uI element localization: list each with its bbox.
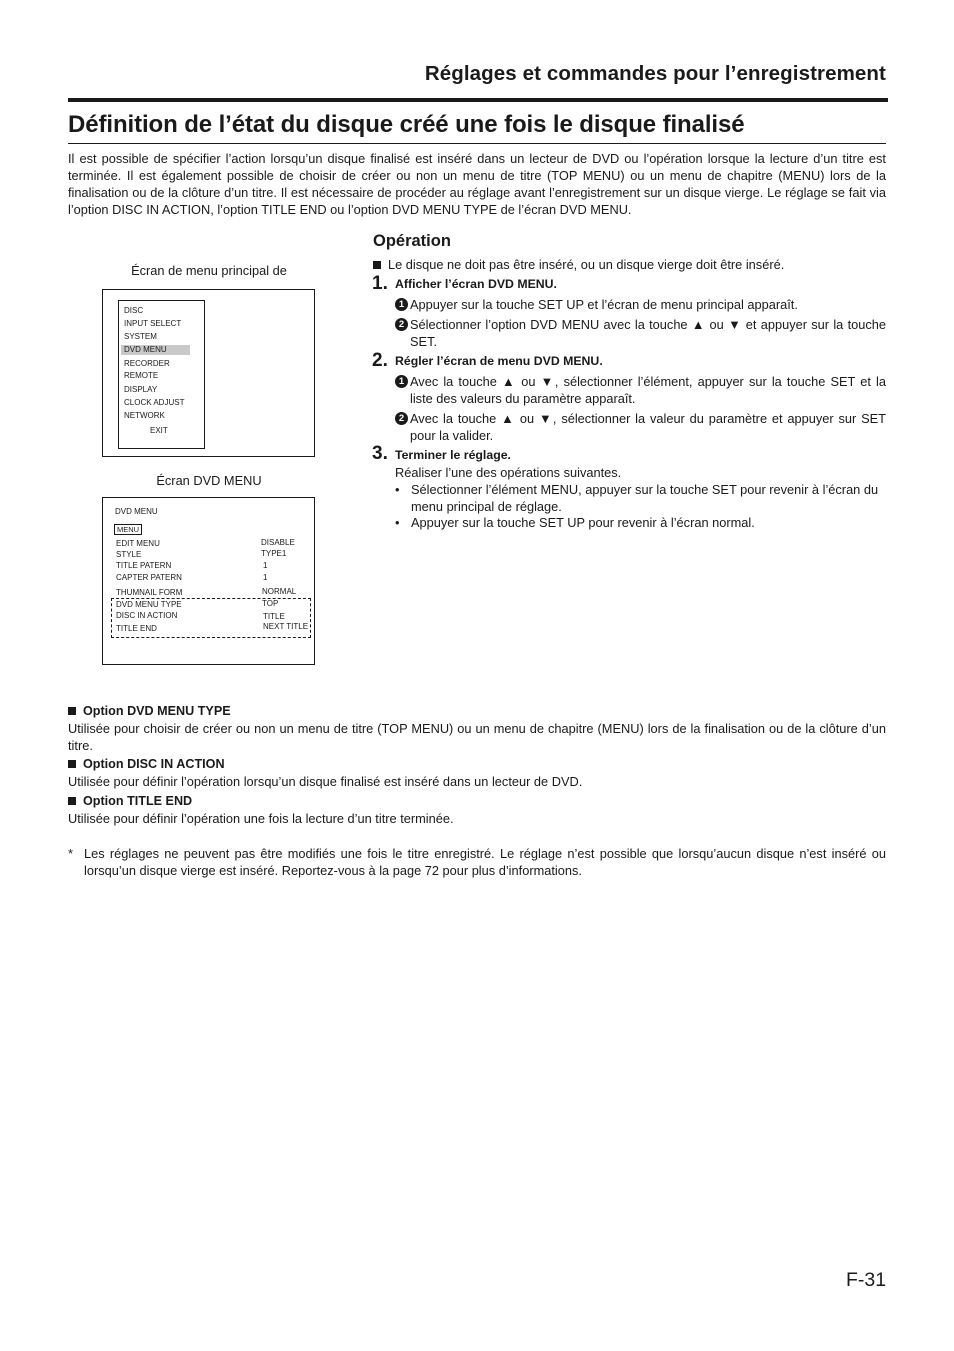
dvd-menu-title: DVD MENU: [115, 507, 158, 516]
circled-number: 1: [395, 375, 408, 388]
header-rule: [68, 98, 888, 102]
menu-item-clock-adjust: CLOCK ADJUST: [124, 398, 185, 407]
menu-item-remote: REMOTE: [124, 371, 159, 380]
option-title: Option DISC IN ACTION: [83, 757, 225, 771]
step-label: Terminer le réglage.: [395, 448, 511, 462]
step-bullet: [395, 481, 886, 515]
row-value: NORMAL: [262, 587, 297, 596]
menu-item-recorder: RECORDER: [124, 359, 170, 368]
circled-number: 2: [395, 318, 408, 331]
operation-note-text: Le disque ne doit pas être inséré, ou un disque vierge doit être inséré.: [388, 257, 785, 272]
section-header: Réglages et commandes pour l’enregistrement: [424, 62, 886, 85]
main-menu-list: [118, 300, 205, 449]
option-title: Option DVD MENU TYPE: [83, 704, 231, 718]
step-bullet: [395, 514, 886, 531]
dvd-menu-caption: Écran DVD MENU: [156, 473, 262, 488]
bullet-text: Sélectionner l’élément MENU, appuyer sur la touche SET pour revenir à l’écran du menu principal de réglage.: [411, 482, 879, 514]
bullet-dot-icon: •: [395, 482, 400, 497]
title-rule: [68, 143, 886, 144]
row-label: EDIT MENU: [116, 539, 160, 548]
row-label: TITLE END: [116, 624, 157, 633]
square-bullet-icon: [373, 261, 381, 269]
footnote-mark: *: [68, 846, 73, 861]
option-description: Utilisée pour choisir de créer ou non un menu de titre (TOP MENU) ou un menu de chapitre (MENU) lors de la finalisation ou de la clôture d’un titre.: [68, 721, 886, 753]
substep-text: Avec la touche ▲ ou ▼, sélectionner l’élément, appuyer sur la touche SET et la liste des valeurs du paramètre apparaît.: [410, 374, 886, 406]
menu-item-disc: DISC: [124, 306, 144, 315]
row-label: TITLE PATERN: [116, 561, 172, 570]
option-heading: [68, 757, 225, 771]
main-menu-caption: Écran de menu principal de: [131, 263, 287, 278]
option-description: Utilisée pour définir l’opération lorsqu’un disque finalisé est inséré dans un lecteur de DVD.: [68, 774, 583, 789]
menu-item-display: DISPLAY: [124, 385, 158, 394]
substep-text: Avec la touche ▲ ou ▼, sélectionner la valeur du paramètre et appuyer sur SET pour la valider.: [410, 411, 886, 443]
row-value: NEXT TITLE: [263, 622, 309, 631]
main-menu-screen: [102, 289, 315, 457]
row-value: TITLE: [263, 612, 285, 621]
step-substep: [395, 316, 886, 350]
page-title: Définition de l’état du disque créé une fois le disque finalisé: [68, 111, 745, 138]
operation-note: [373, 256, 886, 273]
footnote-text: Les réglages ne peuvent pas être modifiés une fois le titre enregistré. Le réglage n’est possible que lorsqu’aucun disque n’est inséré ou lorsqu’un disque vierge est inséré. Reportez-vous à la page 72 pour plus d’informations.: [84, 846, 886, 878]
bullet-dot-icon: •: [395, 515, 400, 530]
step-label: Régler l’écran de menu DVD MENU.: [395, 354, 603, 368]
step-number: 3.: [372, 443, 388, 464]
substep-text: Appuyer sur la touche SET UP et l’écran de menu principal apparaît.: [410, 297, 798, 312]
row-value: 1: [263, 561, 268, 570]
square-bullet-icon: [68, 760, 76, 768]
menu-item-dvd-menu: DVD MENU: [121, 345, 190, 355]
row-value: 1: [263, 573, 268, 582]
row-label: DVD MENU TYPE: [116, 600, 182, 609]
menu-item-network: NETWORK: [124, 411, 165, 420]
page-number: F-31: [846, 1269, 887, 1291]
row-value: DISABLE: [261, 538, 295, 547]
row-value: TYPE1: [261, 549, 287, 558]
circled-number: 2: [395, 412, 408, 425]
square-bullet-icon: [68, 707, 76, 715]
square-bullet-icon: [68, 797, 76, 805]
row-label: THUMNAIL FORM: [116, 588, 183, 597]
menu-item-system: SYSTEM: [124, 332, 157, 341]
row-label: DISC IN ACTION: [116, 611, 178, 620]
option-title: Option TITLE END: [83, 794, 193, 808]
option-heading: [68, 704, 231, 718]
option-heading: [68, 794, 192, 808]
step-number: 2.: [372, 350, 388, 371]
step-label: Afficher l’écran DVD MENU.: [395, 277, 557, 291]
dvd-menu-screen: [102, 497, 315, 665]
dvd-menu-tag: MENU: [114, 524, 142, 535]
row-label: CAPTER PATERN: [116, 573, 182, 582]
intro-paragraph: Il est possible de spécifier l’action lorsqu’un disque finalisé est inséré dans un lecteur de DVD ou l’opération lorsque la lecture d’un titre est terminée. Il est également possible de choisir de créer ou non un menu de titre (TOP MENU) ou un menu de chapitre (MENU) lors de la finalisation ou de la clôture d’un titre. Il est nécessaire de procéder au réglage avant l’enregistrement sur un disque vierge. Le réglage se fait via l’option DISC IN ACTION, l’option TITLE END ou l’option DVD MENU TYPE de l’écran DVD MENU.: [68, 151, 886, 217]
substep-text: Sélectionner l’option DVD MENU avec la touche ▲ ou ▼ et appuyer sur la touche SET.: [410, 317, 886, 349]
option-description: Utilisée pour définir l’opération une fois la lecture d’un titre terminée.: [68, 811, 454, 826]
operation-title: Opération: [373, 232, 451, 250]
step-substep: [395, 373, 886, 407]
row-label: STYLE: [116, 550, 142, 559]
bullet-text: Appuyer sur la touche SET UP pour revenir à l’écran normal.: [411, 515, 755, 530]
step-substep: [395, 410, 886, 444]
menu-item-exit: EXIT: [150, 426, 168, 435]
menu-item-input-select: INPUT SELECT: [124, 319, 182, 328]
circled-number: 1: [395, 298, 408, 311]
row-value: TOP: [262, 599, 279, 608]
step-substep: [395, 296, 886, 313]
step-intro: Réaliser l’une des opérations suivantes.: [395, 465, 622, 480]
step-number: 1.: [372, 273, 388, 294]
